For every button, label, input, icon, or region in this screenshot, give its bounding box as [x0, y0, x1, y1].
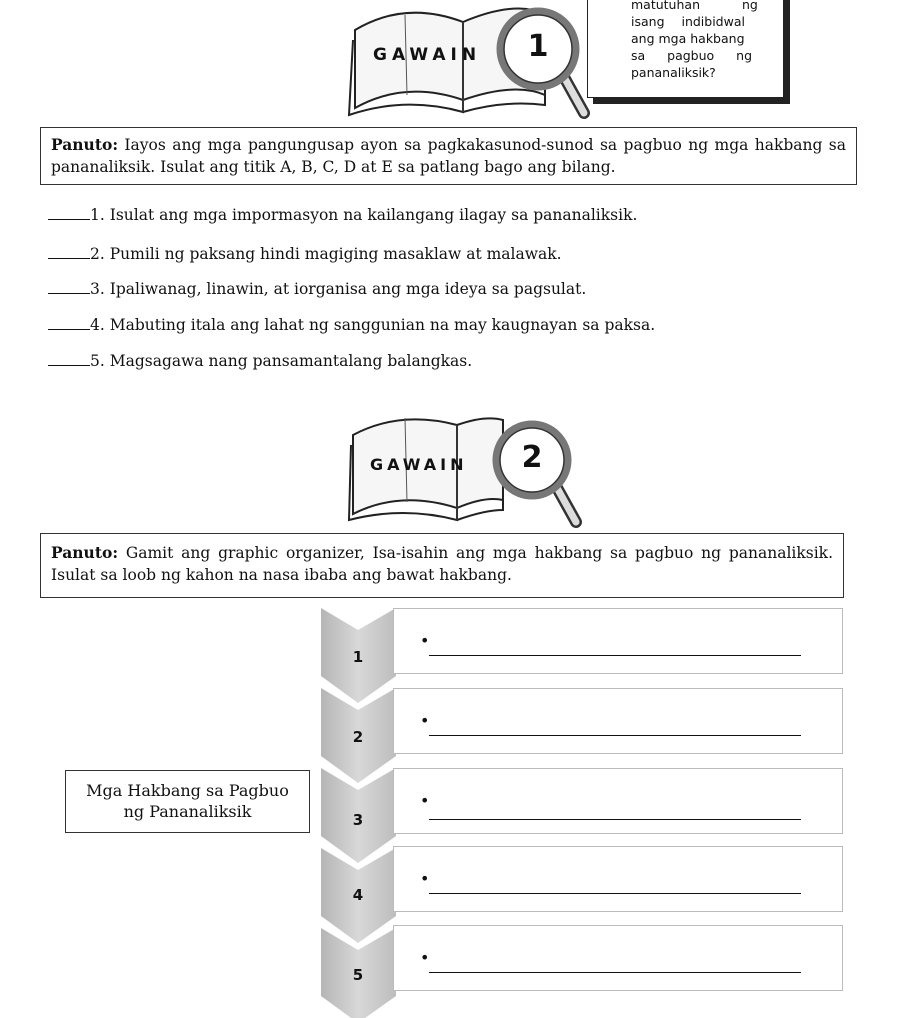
panuto-2-box: [40, 533, 844, 598]
bullet: •: [420, 869, 430, 888]
organizer-title-line-2: ng Pananaliksik: [123, 802, 252, 821]
question-box: [587, 0, 784, 98]
step-number-1: 1: [352, 648, 364, 666]
question-line-2: isang indibidwal: [631, 14, 745, 29]
gawain-2-label: GAWAIN: [370, 455, 468, 474]
bullet: •: [420, 948, 430, 967]
list-item: [48, 245, 562, 263]
gawain-1-label: GAWAIN: [373, 45, 482, 65]
step-box-5[interactable]: [393, 925, 843, 991]
answer-line[interactable]: [429, 735, 801, 736]
answer-blank[interactable]: [48, 316, 90, 330]
answer-blank[interactable]: [48, 206, 90, 220]
answer-blank[interactable]: [48, 352, 90, 366]
panuto-2-prefix: Panuto:: [51, 543, 119, 562]
step-box-3[interactable]: [393, 768, 843, 834]
gawain-2-number: 2: [521, 440, 543, 475]
step-number-4: 4: [352, 886, 364, 904]
magnifier-1-graphic: [492, 5, 592, 120]
step-number-2: 2: [352, 728, 364, 746]
panuto-1-prefix: Panuto:: [51, 135, 119, 154]
bullet: •: [420, 791, 430, 810]
step-box-1[interactable]: [393, 608, 843, 674]
gawain-1-number: 1: [527, 29, 549, 64]
question-line-5: pananaliksik?: [631, 65, 716, 80]
panuto-1-box: [40, 127, 857, 185]
bullet: •: [420, 711, 430, 730]
question-line-4: sa pagbuo ng: [631, 48, 753, 63]
answer-line[interactable]: [429, 655, 801, 656]
bullet: •: [420, 631, 430, 650]
panuto-2-text: Gamit ang graphic organizer, Isa-isahin ang mga hakbang sa pagbuo ng pananaliksik. Isulat sa loob ng kahon na nasa ibaba ang bawat hakbang.: [51, 544, 833, 584]
item-text: 1. Isulat ang mga impormasyon na kailangang ilagay sa pananaliksik.: [90, 206, 638, 224]
magnifier-2-graphic: [488, 418, 588, 530]
answer-line[interactable]: [429, 893, 801, 894]
organizer-title-line-1: Mga Hakbang sa Pagbuo: [86, 781, 289, 800]
item-text: 2. Pumili ng paksang hindi magiging masaklaw at malawak.: [90, 245, 562, 263]
question-line-1: matutuhan ng: [631, 0, 758, 12]
question-line-3: ang mga hakbang: [631, 31, 745, 46]
organizer-title-box: [65, 770, 310, 833]
step-number-5: 5: [352, 966, 364, 984]
list-item: [48, 352, 472, 370]
item-text: 4. Mabuting itala ang lahat ng sanggunian na may kaugnayan sa paksa.: [90, 316, 656, 334]
list-item: [48, 206, 637, 224]
item-text: 3. Ipaliwanag, linawin, at iorganisa ang mga ideya sa pagsulat.: [90, 280, 587, 298]
panuto-1-text: Iayos ang mga pangungusap ayon sa pagkakasunod-sunod sa pagbuo ng mga hakbang sa pananaliksik. Isulat ang titik A, B, C, D at E sa patlang bago ang bilang.: [51, 136, 846, 176]
gawain-2-book-graphic: [345, 410, 505, 525]
chevron-column: [321, 608, 396, 1018]
answer-blank[interactable]: [48, 280, 90, 294]
list-item: [48, 280, 586, 298]
step-box-4[interactable]: [393, 846, 843, 912]
answer-blank[interactable]: [48, 245, 90, 259]
step-number-3: 3: [352, 811, 364, 829]
step-box-2[interactable]: [393, 688, 843, 754]
item-text: 5. Magsagawa nang pansamantalang balangkas.: [90, 352, 473, 370]
answer-line[interactable]: [429, 972, 801, 973]
list-item: [48, 316, 655, 334]
answer-line[interactable]: [429, 819, 801, 820]
